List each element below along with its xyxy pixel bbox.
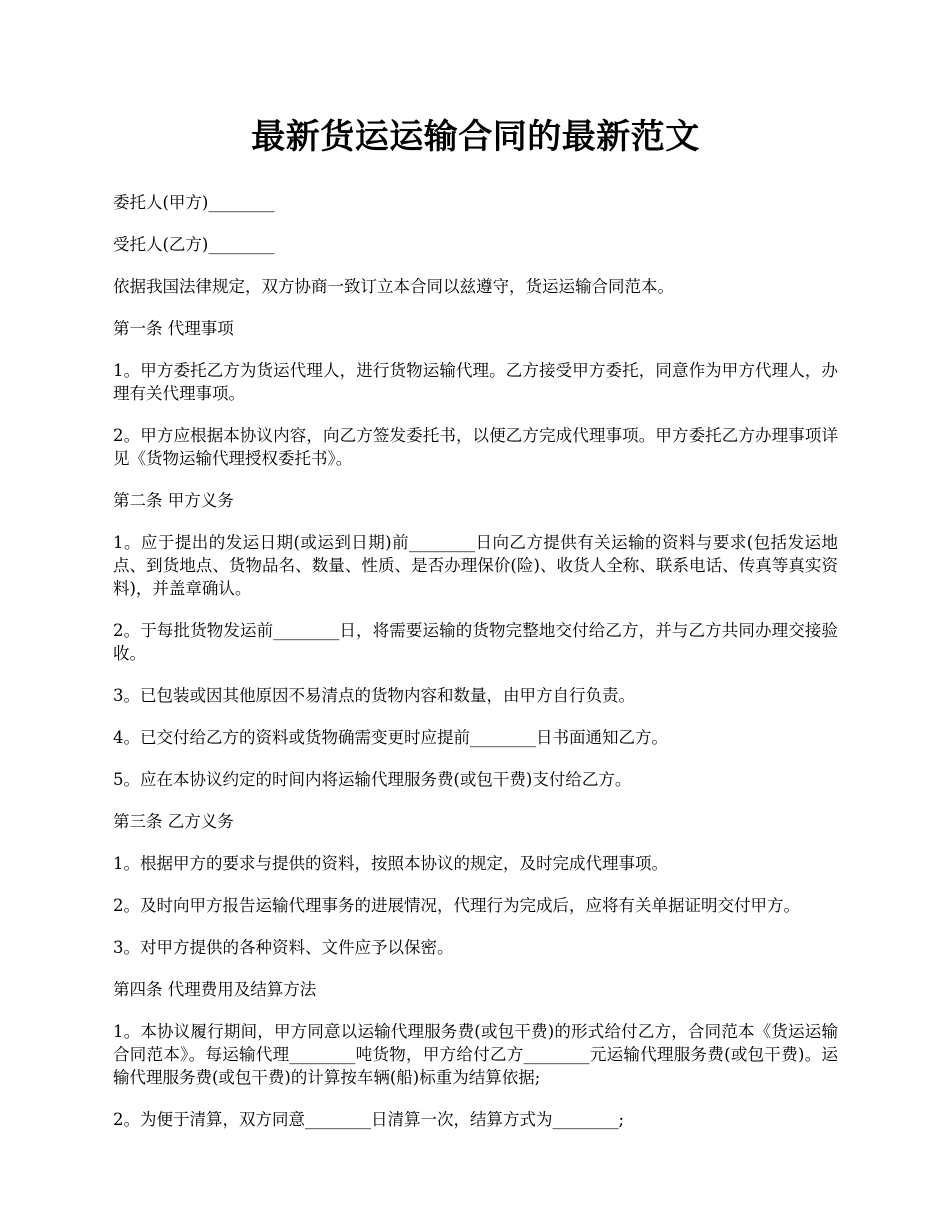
article-4-heading: 第四条 代理费用及结算方法 <box>113 980 317 999</box>
party-a-line: 委托人(甲方)________ <box>113 193 275 212</box>
article-2-clause-1: 1。应于提出的发运日期(或运到日期)前________日向乙方提供有关运输的资料与要求(包括发运地点、到货地点、货物品名、数量、性质、是否办理保价(险)、收货人全称、联系电话、传真等真实资料)，并盖章确认。 <box>113 533 838 598</box>
article-2-heading: 第二条 甲方义务 <box>113 491 234 510</box>
article-2-clause-2: 2。于每批货物发运前________日，将需要运输的货物完整地交付给乙方，并与乙方共同办理交接验收。 <box>113 621 838 663</box>
article-2-clause-4: 4。已交付给乙方的资料或货物确需变更时应提前________日书面通知乙方。 <box>113 728 668 747</box>
article-4-clause-1: 1。本协议履行期间，甲方同意以运输代理服务费(或包干费)的形式给付乙方，合同范本《货运运输合同范本》。每运输代理________吨货物，甲方给付乙方________元运输代理服务费(或包干费)。运输代理服务费(或包干费)的计算按车辆(船)标重为结算依据; <box>113 1022 838 1087</box>
article-3-heading: 第三条 乙方义务 <box>113 812 234 831</box>
article-1-heading: 第一条 代理事项 <box>113 319 234 338</box>
article-3-clause-2: 2。及时向甲方报告运输代理事务的进展情况，代理行为完成后，应将有关单据证明交付甲方。 <box>113 896 800 915</box>
document-title: 最新货运运输合同的最新范文 <box>251 117 700 157</box>
article-2-clause-3: 3。已包装或因其他原因不易清点的货物内容和数量，由甲方自行负责。 <box>113 686 635 705</box>
article-3-clause-1: 1。根据甲方的要求与提供的资料，按照本协议的规定，及时完成代理事项。 <box>113 854 668 873</box>
article-1-clause-2: 2。甲方应根据本协议内容，向乙方签发委托书，以便乙方完成代理事项。甲方委托乙方办理事项详见《货物运输代理授权委托书》。 <box>113 426 838 468</box>
article-4-clause-2: 2。为便于清算，双方同意________日清算一次，结算方式为________; <box>113 1110 625 1129</box>
article-2-clause-5: 5。应在本协议约定的时间内将运输代理服务费(或包干费)支付给乙方。 <box>113 770 632 789</box>
article-1-clause-1: 1。甲方委托乙方为货运代理人，进行货物运输代理。乙方接受甲方委托，同意作为甲方代理人，办理有关代理事项。 <box>113 361 838 403</box>
preamble-paragraph: 依据我国法律规定，双方协商一致订立本合同以兹遵守，货运运输合同范本。 <box>113 277 674 296</box>
article-3-clause-3: 3。对甲方提供的各种资料、文件应予以保密。 <box>113 938 454 957</box>
party-b-line: 受托人(乙方)________ <box>113 235 275 254</box>
